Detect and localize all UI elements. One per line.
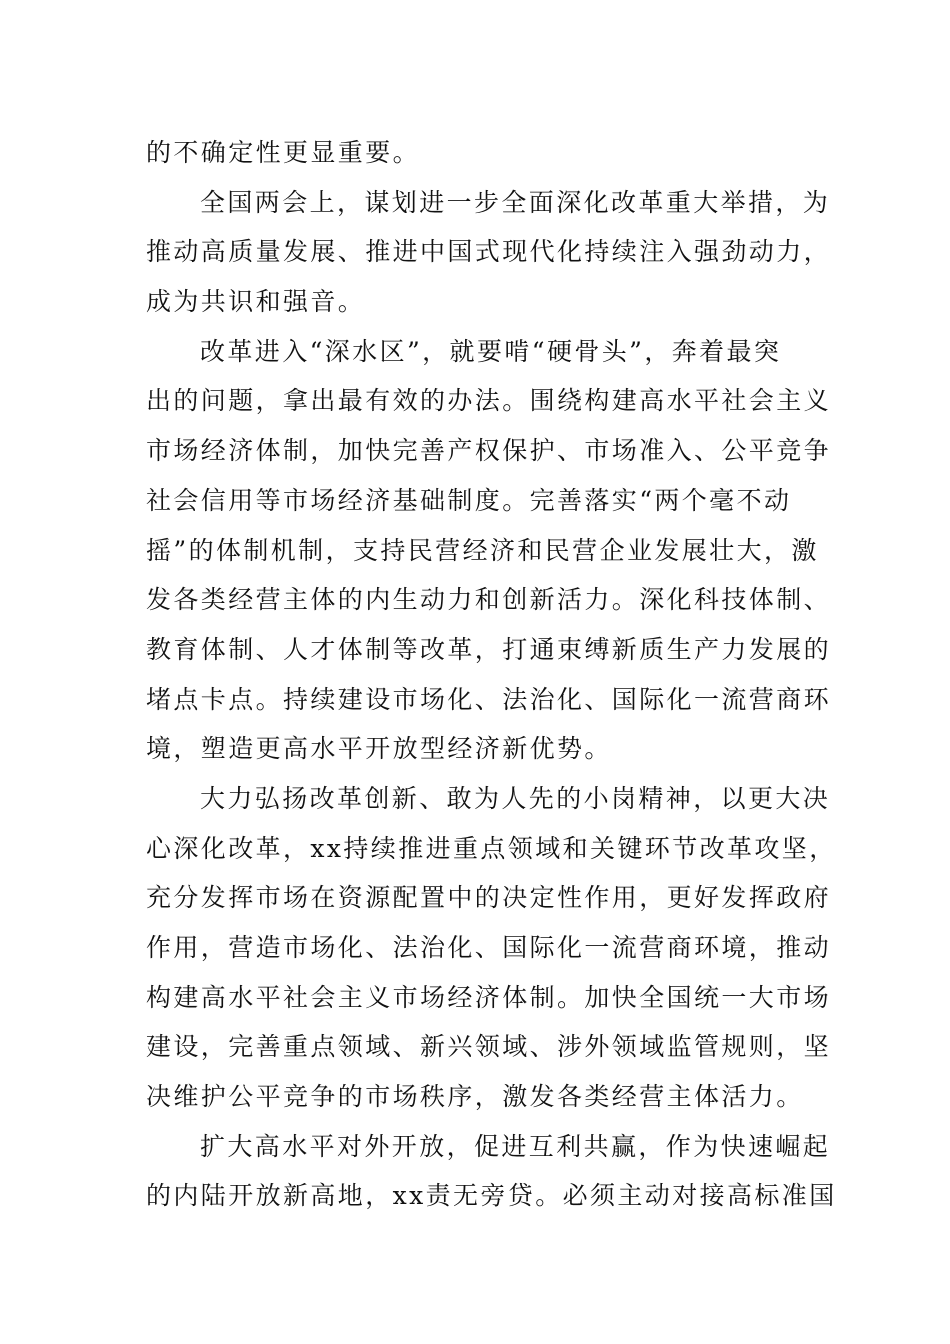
text-line: 教育体制、人才体制等改革，打通束缚新质生产力发展的	[146, 634, 832, 664]
text-line: 境，塑造更高水平开放型经济新优势。	[146, 734, 612, 764]
text-line: 推动高质量发展、推进中国式现代化持续注入强劲动力，	[146, 237, 832, 267]
text-line: 的不确定性更显重要。	[146, 138, 421, 167]
paragraph-start-line: 扩大高水平对外开放，促进互利共赢，作为快速崛起	[200, 1131, 831, 1161]
paragraph-start-line: 大力弘扬改革创新、敢为人先的小岗精神，以更大决	[200, 783, 831, 813]
text-line: 建设，完善重点领域、新兴领域、涉外领域监管规则，坚	[146, 1032, 832, 1062]
paragraph-start-line: 改革进入“深水区”，就要啃“硬骨头”，奔着最突	[200, 336, 782, 366]
text-line: 决维护公平竞争的市场秩序，激发各类经营主体活力。	[146, 1082, 804, 1112]
body-text	[146, 128, 837, 1221]
text-line: 出的问题，拿出最有效的办法。围绕构建高水平社会主义	[146, 386, 832, 416]
text-line: 摇”的体制机制，支持民营经济和民营企业发展壮大，激	[146, 535, 819, 565]
text-line: 发各类经营主体的内生动力和创新活力。深化科技体制、	[146, 585, 832, 615]
text-line: 社会信用等市场经济基础制度。完善落实“两个毫不动	[146, 485, 792, 515]
paragraph-start-line: 全国两会上，谋划进一步全面深化改革重大举措，为	[200, 187, 831, 217]
text-line: 心深化改革，xx持续推进重点领域和关键环节改革攻坚，	[146, 833, 837, 863]
text-line: 充分发挥市场在资源配置中的决定性作用，更好发挥政府	[146, 883, 832, 913]
text-line: 的内陆开放新高地，xx责无旁贷。必须主动对接高标准国	[146, 1181, 837, 1211]
text-line: 构建高水平社会主义市场经济体制。加快全国统一大市场	[146, 982, 832, 1012]
text-line: 成为共识和强音。	[146, 287, 366, 317]
text-line: 堵点卡点。持续建设市场化、法治化、国际化一流营商环	[146, 684, 832, 714]
text-line: 作用，营造市场化、法治化、国际化一流营商环境，推动	[146, 933, 832, 962]
text-line: 市场经济体制，加快完善产权保护、市场准入、公平竞争	[146, 436, 832, 466]
